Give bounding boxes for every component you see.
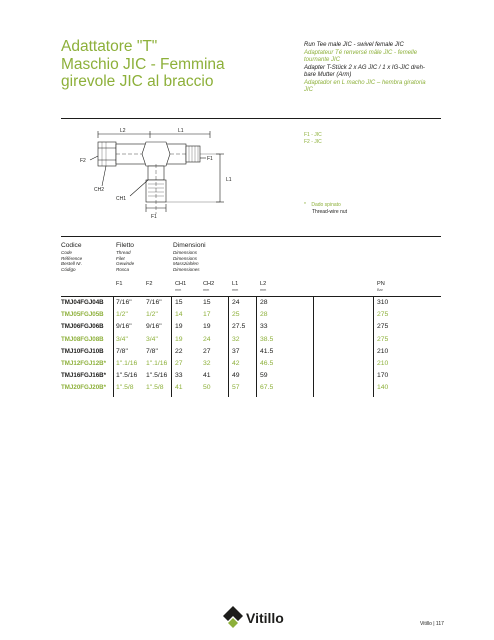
cell-l2: 28 <box>260 311 268 319</box>
cell-f2: 1".5/16 <box>146 372 168 380</box>
cell-l2: 59 <box>260 372 268 380</box>
cell-pn: 275 <box>377 335 389 343</box>
title-line-2: Maschio JIC - Femmina <box>61 55 225 73</box>
cell-ch1: 27 <box>175 359 183 367</box>
cell-l2: 38.5 <box>260 335 274 343</box>
cell-ch2: 15 <box>203 299 211 306</box>
heading-filetto-main: Filetto <box>116 242 134 249</box>
cell-f1: 1/2" <box>116 311 128 319</box>
label-l1-side: L1 <box>226 177 232 183</box>
cell-l1: 57 <box>232 384 240 392</box>
heading-filetto-es: Rosca <box>116 266 130 272</box>
note-it: Dado spinato <box>311 202 341 208</box>
heading-codice-en: Code <box>61 250 72 255</box>
label-f2: F2 <box>80 158 86 164</box>
heading-filetto-de: Gewinde <box>116 261 135 267</box>
label-ch2: CH2 <box>94 187 105 193</box>
cell-code: TMJ10FGJ10B <box>61 347 104 355</box>
table-row <box>61 297 441 309</box>
heading-filetto-en: Thread <box>116 250 131 255</box>
unit-ch1: mm <box>175 288 182 292</box>
table-row <box>61 346 441 358</box>
page-title <box>61 38 286 91</box>
cell-l1: 27.5 <box>232 323 246 331</box>
cell-code: TMJ12FGJ12B* <box>61 359 107 367</box>
cell-ch2: 19 <box>203 323 211 331</box>
cell-f1: 7/8" <box>116 347 128 355</box>
cell-f2: 1/2" <box>146 311 158 319</box>
cell-pn: 170 <box>377 372 389 380</box>
note-star: * <box>304 202 306 208</box>
col-ch1: CH1 <box>175 281 187 287</box>
cell-l1: 42 <box>232 359 240 367</box>
table-row <box>61 334 441 346</box>
cell-ch2: 41 <box>203 372 211 380</box>
cell-ch1: 33 <box>175 372 183 380</box>
title-line-1: Adattatore "T" <box>61 38 158 55</box>
cell-f1: 1".5/8 <box>116 384 134 392</box>
fitting-technical-drawing <box>60 124 300 228</box>
cell-pn: 310 <box>377 299 389 306</box>
unit-ch2: mm <box>203 288 210 292</box>
cell-f1: 9/16" <box>116 323 132 331</box>
cell-ch1: 22 <box>175 347 183 355</box>
footnote <box>304 202 347 216</box>
cell-f1: 1".5/16 <box>116 372 138 380</box>
cell-l1: 49 <box>232 372 240 380</box>
heading-dimensioni-de: Massziahlen <box>173 261 199 267</box>
heading-codice-es: Código <box>61 266 76 272</box>
thread-f2: F2 - JIC <box>304 139 322 145</box>
cell-code: TMJ08FGJ08B <box>61 335 104 343</box>
table-row <box>61 321 441 333</box>
cell-ch1: 41 <box>175 384 183 392</box>
col-f2: F2 <box>146 281 153 287</box>
cell-pn: 275 <box>377 311 389 319</box>
cell-pn: 275 <box>377 323 389 331</box>
heading-dimensioni-fr: Dimensions <box>173 255 197 261</box>
table-row <box>61 358 441 370</box>
cell-l2: 33 <box>260 323 268 331</box>
cell-l2: 28 <box>260 299 268 306</box>
cell-f2: 9/16" <box>146 323 162 331</box>
translation-de-2: bare Mutter (Arm) <box>304 72 352 78</box>
unit-pn: Bar <box>377 288 383 292</box>
page-number: Vitillo | 117 <box>420 621 444 627</box>
heading-codice-de: Bestell Nr. <box>61 261 83 267</box>
heading-dimensioni-main: Dimensioni <box>173 242 206 249</box>
brand-name: Vitillo <box>246 610 284 626</box>
cell-code: TMJ16FGJ16B* <box>61 372 107 380</box>
cell-f2: 7/16" <box>146 299 162 306</box>
cell-l2: 67.5 <box>260 384 274 392</box>
translation-fr-1: Adaptateur Té renversé mâle JIC - femelle <box>304 49 418 56</box>
column-labels <box>61 281 441 295</box>
unit-l1: mm <box>232 288 239 292</box>
heading-dimensioni-en: Dimensions <box>173 250 197 255</box>
title-line-3: girevole JIC al braccio <box>61 73 214 90</box>
cell-l1: 37 <box>232 347 240 355</box>
cell-ch1: 15 <box>175 299 183 306</box>
cell-ch2: 50 <box>203 384 211 392</box>
heading-dimensioni-es: Dimensiones <box>173 266 200 272</box>
translation-es-2: JIC <box>304 87 313 93</box>
cell-l1: 24 <box>232 299 240 306</box>
thread-legend <box>304 132 322 146</box>
label-f1: F1 <box>207 156 213 162</box>
cell-ch1: 14 <box>175 311 183 319</box>
cell-f2: 7/8" <box>146 347 158 355</box>
heading-codice <box>61 242 82 272</box>
cell-f2: 1".1/16 <box>146 359 168 367</box>
cell-f1: 3/4" <box>116 335 128 343</box>
cell-pn: 140 <box>377 384 389 392</box>
heading-codice-fr: Référence <box>61 255 83 261</box>
translation-de-1: Adapter T-Stück 2 x AG JIC / 1 x IG-JIC dreh- <box>304 64 425 71</box>
title-translations <box>304 42 454 95</box>
cell-ch2: 17 <box>203 311 211 319</box>
unit-l2: mm <box>260 288 267 292</box>
top-divider <box>61 118 441 119</box>
cell-ch2: 27 <box>203 347 211 355</box>
cell-code: TMJ06FGJ06B <box>61 323 104 331</box>
vitillo-logo-mark-icon <box>222 605 244 629</box>
translation-en: Run Tee male JIC - swivel female JIC <box>304 42 404 48</box>
col-pn: PN <box>377 281 385 287</box>
cell-l1: 25 <box>232 311 240 319</box>
thread-f1: F1 - JIC <box>304 132 322 138</box>
table-row <box>61 370 441 382</box>
cell-ch2: 24 <box>203 335 211 343</box>
col-l2: L2 <box>260 281 267 287</box>
cell-f2: 3/4" <box>146 335 158 343</box>
cell-l2: 41.5 <box>260 347 274 355</box>
dimensions-table <box>61 297 441 395</box>
vitillo-logo <box>222 605 312 631</box>
label-f1-bottom: F1 <box>151 214 157 220</box>
col-ch2: CH2 <box>203 281 215 287</box>
col-l1: L1 <box>232 281 239 287</box>
cell-ch1: 19 <box>175 323 183 331</box>
cell-ch2: 32 <box>203 359 211 367</box>
mid-divider <box>61 236 441 237</box>
label-l2: L2 <box>120 128 126 134</box>
translation-es-1: Adaptador en L macho JIC – hembra giratoria <box>304 79 426 86</box>
heading-filetto-fr: Filet <box>116 255 125 261</box>
table-row <box>61 382 441 394</box>
cell-f2: 1".5/8 <box>146 384 164 392</box>
cell-l1: 32 <box>232 335 240 343</box>
col-f1: F1 <box>116 281 123 287</box>
heading-codice-main: Codice <box>61 242 82 249</box>
cell-f1: 1".1/16 <box>116 359 138 367</box>
cell-pn: 210 <box>377 347 389 355</box>
cell-pn: 210 <box>377 359 389 367</box>
translation-fr-2: tournante JIC <box>304 57 341 63</box>
label-ch1: CH1 <box>116 196 127 202</box>
cell-ch1: 19 <box>175 335 183 343</box>
heading-dimensioni <box>173 242 206 272</box>
cell-code: TMJ05FGJ05B <box>61 311 104 319</box>
cell-l2: 46.5 <box>260 359 274 367</box>
table-row <box>61 309 441 321</box>
note-en: Thread-wire nut <box>312 209 348 215</box>
cell-code: TMJ04FGJ04B <box>61 299 104 306</box>
cell-code: TMJ20FGJ20B* <box>61 384 107 392</box>
heading-filetto <box>116 242 134 272</box>
label-l1: L1 <box>178 128 184 134</box>
cell-f1: 7/16" <box>116 299 132 306</box>
